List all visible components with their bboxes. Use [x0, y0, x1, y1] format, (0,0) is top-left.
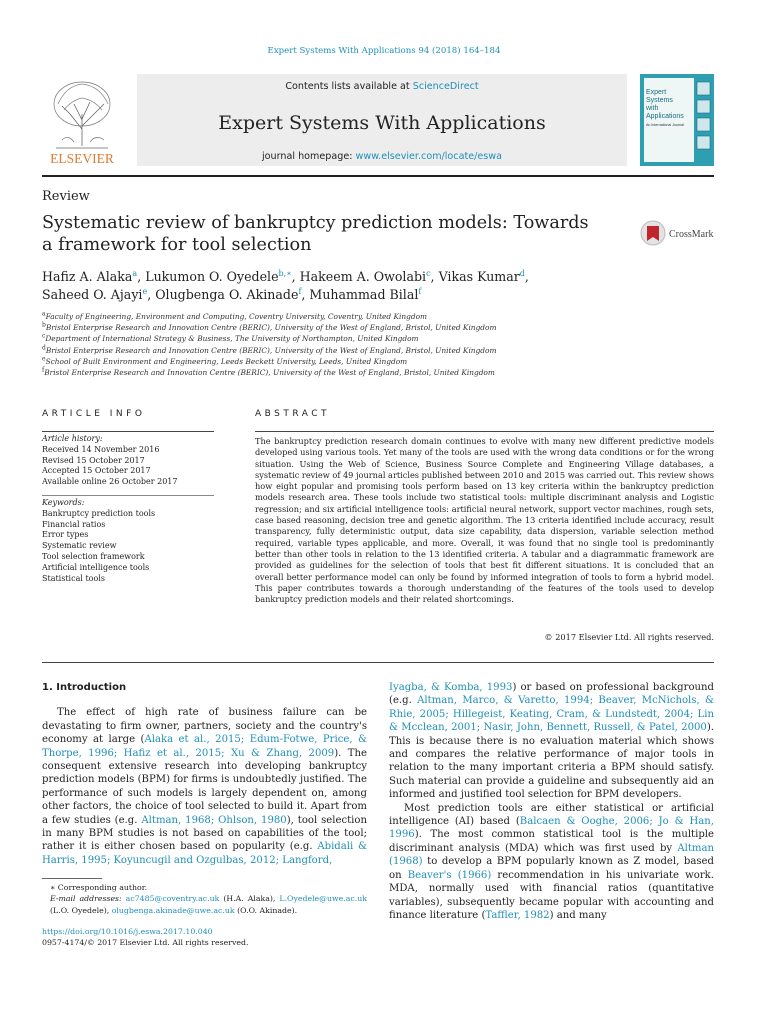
paragraph-text: to develop a BPM popularly known as Z model, based on — [389, 856, 714, 881]
citation-link[interactable]: Altman (1968) — [389, 842, 714, 868]
elsevier-logo — [42, 74, 122, 166]
affiliation-item — [42, 356, 682, 367]
body-column-right — [389, 681, 714, 922]
affiliation-marker: c — [42, 332, 46, 340]
affiliation-text: Faculty of Engineering, Environment and Computing, Coventry University, Coventry, United Kingdom — [45, 312, 428, 321]
svg-text:An International Journal: An International Journal — [646, 123, 684, 127]
citation-link[interactable]: Balcaen & Ooghe, 2006; Jo & Han, 1996 — [389, 816, 714, 841]
paragraph-text: ), tool selection in many BPM studies is not based on capabilities of the tool; rather it is either chosen based on popularity (e.g. — [42, 814, 367, 853]
affiliation-text: Bristol Enterprise Research and Innovation Centre (BERIC), University of the West of England, Bristol, United Kingdom — [45, 323, 497, 333]
paragraph-text: ) and many — [549, 909, 607, 921]
email-owner: (H.A. Alaka), — [219, 894, 280, 904]
affiliation-marker: e — [42, 355, 46, 363]
email-link[interactable]: olugbenga.akinade@uwe.ac.uk — [111, 905, 235, 915]
author-name: Hakeem A. Owolabi — [299, 269, 427, 284]
article-title: Systematic review of bankruptcy prediction models: Towards a framework for tool selection — [42, 213, 589, 255]
sciencedirect-link[interactable]: ScienceDirect — [412, 81, 479, 92]
doi-link[interactable]: https://doi.org/10.1016/j.eswa.2017.10.040 — [42, 927, 213, 936]
keyword-item: Artificial intelligence tools — [42, 562, 150, 572]
abstract-rule — [255, 431, 714, 432]
history-item: Available online 26 October 2017 — [42, 477, 178, 487]
citation-link[interactable]: Beaver's (1966) — [407, 869, 492, 881]
author-separator: , — [137, 269, 146, 284]
email-owner: (L.O. Oyedele), — [50, 905, 112, 915]
elsevier-tree-icon — [42, 74, 122, 166]
author-affiliation-marker[interactable]: e — [142, 286, 148, 296]
keywords-block — [42, 498, 214, 584]
footnotes — [42, 882, 367, 916]
abstract-heading: ABSTRACT — [255, 409, 331, 419]
paragraph-text: recommendation in his univariate work. MDA, normally used with financial ratios (quantitative variables), subsequently became popular with accounting and finance literature ( — [389, 869, 714, 921]
keyword-item: Error types — [42, 530, 89, 540]
abstract-text: The bankruptcy prediction research domain continues to evolve with many new different predictive models developed using various tools. Yet many of the tools are used with the wrong data conditions or for the wrong situation. Using the Web of Science, Business Source Complete and Engineering Village databases, a systematic review of 49 journal articles published between 2010 and 2015 was carried out. This review shows how eight popular and promising tools perform based on 13 key criteria within the bankruptcy prediction models research area. These tools include two statistical tools: multiple discriminant analysis and Logistic regression; and six artificial intelligence tools: artificial neural network, support vector machines, rough sets, case based reasoning, decision tree and genetic algorithm. The 13 criteria identified include accuracy, result transparency, fully deterministic output, data size capability, data dispersion, variable selection method required, variable types applicable, and more. Overall, it was found that no single tool is predominantly better than other tools in relation to the 13 identified criteria. A tabular and a diagrammatic framework are provided as guidelines for the selection of tools that best fit different situations. It is concluded that an overall better performance model can only be found by informed integration of tools to form a hybrid model. This paper contributes towards a thorough understanding of the features of the tools used to develop bankruptcy prediction models and their related shortcomings. — [255, 436, 714, 605]
author-separator: , — [430, 269, 439, 284]
history-item: Revised 15 October 2017 — [42, 455, 145, 465]
article-info-rule — [42, 431, 214, 432]
body-rule — [42, 662, 714, 663]
author-separator: , — [147, 287, 156, 302]
author-separator: , — [291, 269, 300, 284]
email-link[interactable]: L.Oyedele@uwe.ac.uk — [279, 894, 367, 904]
affiliation-marker: b — [42, 321, 46, 329]
author-affiliation-marker[interactable]: f — [418, 286, 422, 296]
affiliation-item — [42, 345, 682, 356]
author-name: Lukumon O. Oyedele — [145, 269, 279, 284]
paragraph-text: ). The most common statistical tool is the multiple discriminant analysis (MDA) which was first used by — [389, 829, 714, 854]
header-rule — [42, 175, 714, 177]
affiliation-item — [42, 322, 682, 333]
keyword-item: Bankruptcy prediction tools — [42, 508, 156, 518]
citation-link[interactable]: Iyagba, & Komba, 1993 — [389, 682, 513, 693]
svg-text:ELSEVIER: ELSEVIER — [50, 151, 114, 166]
contents-line: Contents lists available at ScienceDirect — [285, 81, 479, 92]
author-separator: , — [524, 269, 529, 284]
keyword-item: Tool selection framework — [42, 551, 145, 561]
svg-text:with: with — [646, 105, 659, 112]
paragraph-text: ). The consequent extensive research into developing bankruptcy prediction models (BPM) for firms is undoubtedly justified. The performance of such models is largely dependent on, among other factors, the choice of tool selected to build it. Apart from a few studies (e.g. — [42, 747, 367, 826]
author-affiliation-marker[interactable]: c — [426, 268, 431, 278]
article-info-heading: ARTICLE INFO — [42, 409, 146, 419]
svg-text:Applications: Applications — [646, 113, 684, 120]
author-name: Olugbenga O. Akinade — [155, 287, 299, 302]
citation-link[interactable]: Altman, Marco, & Varetto, 1994; Beaver, McNichols, & Rhie, 2005; Hillegeist, Keating, Cram, & Lundstedt, 2004; Lin & Mcclean, 2001; Nasir, John, Bennett, Russell, & Patel, 2000 — [389, 695, 714, 734]
affiliation-text: Department of International Strategy & Business, The University of Northampton, United Kingdom — [45, 334, 419, 344]
journal-citation[interactable]: Expert Systems With Applications 94 (2018) 164–184 — [267, 46, 501, 56]
footnote-rule — [42, 878, 102, 879]
citation-link[interactable]: Altman, 1968; Ohlson, 1980 — [141, 814, 287, 826]
affiliation-marker: d — [42, 344, 46, 352]
keywords-label: Keywords: — [42, 498, 85, 507]
paragraph-text: ). This is because there is no evaluation material which shows and compares the relative performance of major tools in relation to the many important criteria a BPM should satisfy. Such material can provide a guideline and subsequently aid an informed and justified tool selection for BPM developers. — [389, 722, 714, 801]
paragraph-text: Most prediction tools are either statistical or artificial intelligence (AI) based ( — [389, 802, 714, 828]
paragraph-text: ) or based on professional background (e.g. — [389, 682, 714, 707]
citation-link[interactable]: Taffler, 1982 — [485, 909, 550, 921]
history-item: Accepted 15 October 2017 — [42, 466, 151, 476]
abstract-copyright: © 2017 Elsevier Ltd. All rights reserved. — [544, 632, 714, 642]
intro-paragraph-2 — [389, 802, 714, 923]
journal-cover[interactable] — [640, 74, 714, 166]
author-name: Saheed O. Ajayi — [42, 287, 143, 302]
crossmark-badge[interactable] — [640, 220, 718, 246]
history-item: Received 14 November 2016 — [42, 444, 160, 454]
affiliation-text: Bristol Enterprise Research and Innovation Centre (BERIC), University of the West of England, Bristol, United Kingdom — [44, 368, 495, 378]
citation-link[interactable]: Abidali & Harris, 1995; Koyuncugil and Ozgulbas, 2012; Langford, — [42, 841, 368, 866]
keyword-item: Financial ratios — [42, 519, 106, 529]
svg-text:Systems: Systems — [646, 97, 673, 104]
author-separator: , — [301, 287, 310, 302]
paragraph-text: The effect of high rate of business failure can be devastating to firm owner, partners, society and the country's economy at large ( — [42, 707, 367, 746]
keyword-item: Statistical tools — [42, 573, 105, 583]
affiliation-text: Bristol Enterprise Research and Innovation Centre (BERIC), University of the West of England, Bristol, United Kingdom — [45, 345, 497, 355]
intro-paragraph-1 — [42, 706, 367, 867]
author-name: Muhammad Bilal — [309, 287, 419, 302]
history-label: Article history: — [42, 434, 103, 443]
svg-text:CrossMark: CrossMark — [669, 229, 714, 240]
issn-line: 0957-4174/© 2017 Elsevier Ltd. All rights reserved. — [42, 938, 249, 948]
author-affiliation-marker[interactable]: f — [298, 286, 302, 296]
article-type: Review — [42, 189, 90, 204]
section-heading-introduction: 1. Introduction — [42, 682, 127, 693]
email-label: E-mail addresses: — [50, 894, 126, 904]
email-owner: (O.O. Akinade). — [234, 905, 298, 915]
journal-homepage-link[interactable]: www.elsevier.com/locate/eswa — [355, 151, 502, 162]
affiliation-list — [42, 311, 682, 378]
author-name: Vikas Kumar — [438, 269, 520, 284]
intro-paragraph-1-continued — [389, 681, 714, 802]
author-affiliation-marker[interactable]: b,∗ — [278, 268, 292, 278]
journal-name: Expert Systems With Applications — [218, 112, 546, 134]
svg-text:Expert: Expert — [646, 89, 667, 96]
journal-header-band — [137, 74, 627, 166]
homepage-line: journal homepage: www.elsevier.com/locate/eswa — [262, 151, 502, 162]
author-affiliation-marker[interactable]: d — [519, 268, 525, 278]
citation-link[interactable]: Alaka et al., 2015; Edum-Fotwe, Price, & Thorpe, 1996; Hafiz et al., 2015; Xu & Zhang, 2009 — [42, 734, 367, 759]
affiliation-marker: f — [42, 366, 45, 374]
doi-block — [42, 926, 367, 948]
author-affiliation-marker[interactable]: a — [132, 268, 138, 278]
affiliation-item — [42, 333, 682, 344]
author-list — [42, 268, 642, 304]
keyword-item: Systematic review — [42, 541, 117, 551]
article-history — [42, 434, 214, 488]
author-name: Hafiz A. Alaka — [42, 269, 133, 284]
keywords-rule — [42, 495, 214, 496]
body-column-left — [42, 681, 367, 867]
affiliation-text: School of Built Environment and Engineering, Leeds Beckett University, Leeds, United Kingdom — [45, 356, 408, 366]
affiliation-marker: a — [42, 310, 46, 318]
affiliation-item — [42, 367, 682, 378]
corresponding-author-note: ∗ Corresponding author. — [50, 883, 148, 892]
email-link[interactable]: ac7485@coventry.ac.uk — [125, 894, 220, 904]
affiliation-item — [42, 311, 682, 322]
